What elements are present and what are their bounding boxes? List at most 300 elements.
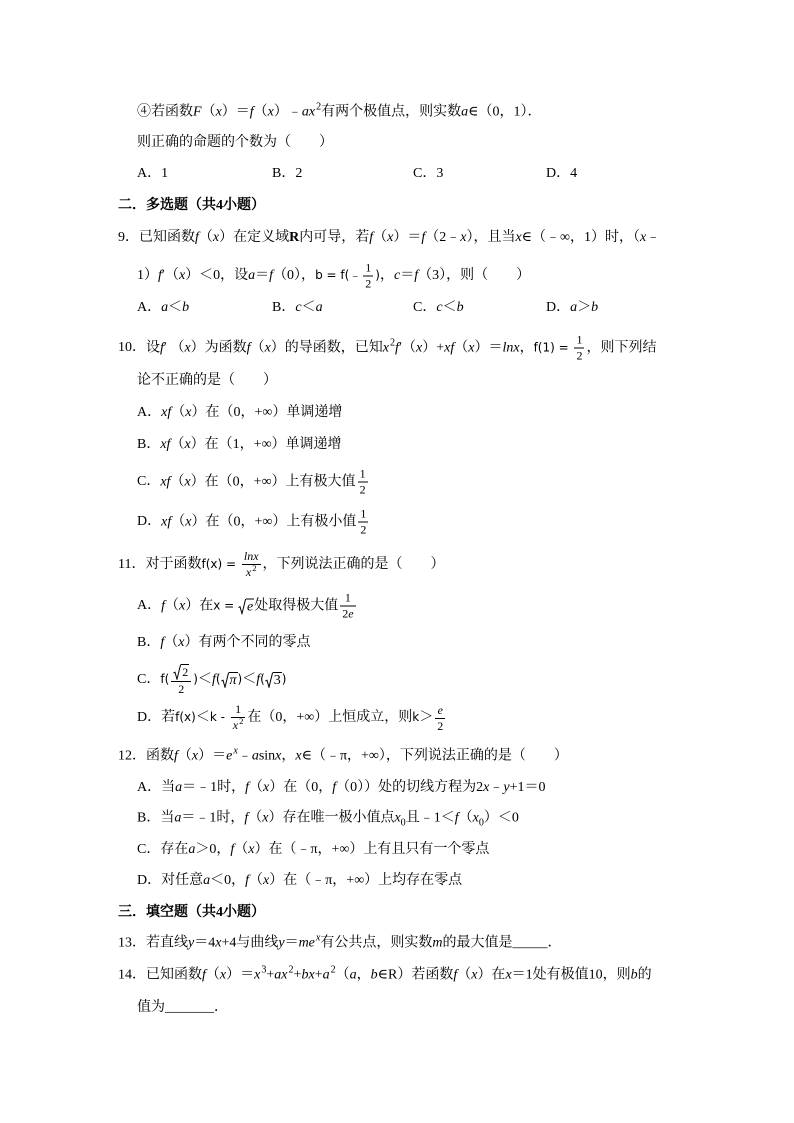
math-italic: f bbox=[421, 230, 426, 245]
text-run: 对任意 bbox=[161, 873, 204, 888]
math-italic: y bbox=[278, 935, 285, 951]
text-run: 已知函数 bbox=[139, 230, 195, 245]
text-run: 1 bbox=[576, 332, 583, 347]
text-run: ∈（﹣∞，1）时，（ bbox=[521, 230, 641, 245]
text-run: （ bbox=[248, 810, 263, 826]
text-run: 2 bbox=[342, 606, 349, 621]
text-run: ﹣ bbox=[489, 780, 504, 795]
math-italic: x bbox=[505, 967, 512, 983]
fraction bbox=[574, 334, 584, 363]
text-run: 若直线 bbox=[146, 935, 188, 951]
text-run: +1＝0 bbox=[509, 780, 546, 795]
superscript bbox=[289, 965, 294, 976]
text-run: ﹣ bbox=[237, 748, 252, 764]
fraction-denominator bbox=[242, 565, 261, 580]
math-upright: f(x) bbox=[175, 710, 196, 725]
text-run: ＜ bbox=[197, 672, 212, 688]
math-upright: f( bbox=[160, 672, 170, 687]
math-italic: x bbox=[267, 104, 274, 120]
math-italic: x bbox=[416, 340, 423, 356]
math-upright: ( bbox=[215, 672, 221, 687]
math-italic: x bbox=[215, 104, 222, 120]
text-run: 3 bbox=[273, 673, 281, 688]
text-run: 1） bbox=[137, 268, 158, 284]
text-run: （ bbox=[165, 598, 180, 614]
option-label: D． bbox=[546, 166, 571, 181]
text-run: ′（ bbox=[398, 340, 416, 356]
text-run: 内可导，若 bbox=[299, 230, 370, 245]
question-stem-text bbox=[146, 332, 657, 363]
option-content bbox=[161, 873, 462, 888]
text-run: （ bbox=[249, 873, 264, 888]
fraction-denominator bbox=[363, 277, 373, 291]
text-run: ＝﹣1时， bbox=[181, 810, 245, 826]
math-italic: x bbox=[184, 340, 191, 356]
text-run: ④若函数 bbox=[137, 104, 193, 120]
q11-option-a bbox=[137, 592, 358, 621]
q12-stem-line-1 bbox=[118, 745, 568, 767]
math-italic: a bbox=[322, 967, 330, 983]
option-label: A． bbox=[137, 780, 162, 795]
q10-option-a bbox=[137, 404, 342, 422]
subscript bbox=[401, 817, 406, 828]
math-italic: x bbox=[248, 842, 255, 857]
option-content bbox=[570, 300, 598, 315]
math-italic: xf bbox=[161, 514, 172, 530]
text-run: ＝1处有极值10，则 bbox=[511, 967, 631, 983]
text-run: （0）， bbox=[273, 268, 316, 284]
radicand bbox=[273, 672, 282, 688]
q13-stem-line-1 bbox=[118, 932, 562, 954]
text-run: ， bbox=[356, 967, 371, 983]
text-run: ）﹣ bbox=[273, 104, 302, 120]
math-italic: x bbox=[387, 230, 394, 245]
fraction-denominator bbox=[574, 349, 584, 363]
text-run: （ bbox=[170, 437, 185, 452]
math-italic: f bbox=[245, 873, 250, 888]
text-run: ）为函数 bbox=[190, 340, 247, 356]
text-run: 0 bbox=[400, 817, 406, 829]
q10-stem-line-2 bbox=[137, 372, 277, 390]
q9-stem-line-1 bbox=[118, 229, 660, 247]
option-content bbox=[160, 437, 341, 452]
text-run: （ bbox=[253, 104, 268, 120]
text-run: 1 bbox=[360, 506, 367, 521]
math-italic: f bbox=[202, 967, 206, 983]
math-italic: xf bbox=[160, 474, 171, 490]
q11-stem-line-1 bbox=[118, 550, 445, 580]
subscript bbox=[479, 817, 484, 828]
option-content bbox=[160, 810, 519, 829]
option-label: B． bbox=[137, 635, 161, 650]
text-run: 的 bbox=[637, 967, 652, 983]
text-run: 2 bbox=[239, 716, 244, 727]
text-run: ∈（﹣π，+∞），下列说法正确的是（ ） bbox=[301, 748, 568, 764]
superscript bbox=[316, 933, 320, 944]
math-italic: x bbox=[394, 810, 401, 826]
fraction bbox=[242, 550, 261, 580]
option-content bbox=[161, 300, 189, 315]
text-run: ＜ bbox=[301, 300, 316, 315]
superscript bbox=[316, 102, 321, 113]
option-label: D． bbox=[137, 873, 162, 888]
math-italic: m bbox=[432, 935, 443, 951]
fraction-denominator bbox=[358, 483, 368, 497]
fraction-denominator bbox=[171, 682, 191, 696]
math-italic: F bbox=[193, 104, 202, 120]
math-upright: ) bbox=[193, 672, 198, 687]
math-italic: a bbox=[248, 268, 256, 284]
fraction bbox=[340, 592, 355, 621]
text-run: 函数 bbox=[146, 748, 174, 764]
q12-option-a bbox=[137, 779, 545, 797]
math-italic: x bbox=[178, 635, 185, 650]
text-run: ＝ bbox=[400, 268, 415, 284]
math-italic: f bbox=[246, 340, 251, 356]
math-italic: x bbox=[483, 780, 490, 795]
text-run: ）在定义域 bbox=[219, 230, 290, 245]
fraction-numerator bbox=[435, 704, 445, 719]
q11-option-d bbox=[137, 703, 447, 733]
fraction-denominator bbox=[435, 719, 445, 733]
question-stem-text bbox=[146, 964, 652, 983]
math-italic: ax bbox=[301, 104, 316, 120]
option-content bbox=[160, 842, 489, 857]
text-run: + bbox=[293, 967, 302, 983]
math-italic: c bbox=[436, 300, 443, 315]
fraction bbox=[358, 508, 368, 537]
text-run: 对于函数 bbox=[145, 557, 202, 573]
math-italic: x bbox=[178, 268, 186, 284]
text-run: （ bbox=[234, 842, 249, 857]
option-label: B． bbox=[272, 166, 296, 181]
option-content bbox=[161, 702, 447, 733]
text-run: ）有两个不同的零点 bbox=[184, 635, 311, 650]
option-label: C． bbox=[137, 672, 161, 688]
text-run: （ bbox=[457, 967, 472, 983]
question-stem-text bbox=[145, 549, 445, 579]
text-run: 3 bbox=[436, 166, 444, 181]
q8-option-c bbox=[413, 165, 443, 183]
radical-glyph bbox=[221, 672, 229, 688]
math-italic: f bbox=[249, 104, 254, 120]
math-italic: x bbox=[472, 810, 479, 826]
option-label: C． bbox=[137, 474, 161, 490]
square-root bbox=[238, 598, 254, 614]
text-run: 值为_______． bbox=[137, 1000, 228, 1015]
option-content bbox=[436, 166, 443, 181]
superscript bbox=[261, 965, 266, 976]
math-italic: f bbox=[161, 598, 166, 614]
option-label: C． bbox=[137, 842, 161, 857]
math-italic: x bbox=[264, 340, 271, 356]
option-label: D． bbox=[546, 300, 571, 315]
text-run: （ bbox=[201, 104, 216, 120]
math-upright: k - bbox=[209, 710, 229, 725]
math-italic: a bbox=[203, 873, 211, 888]
math-italic: f bbox=[195, 230, 199, 245]
math-italic: x bbox=[295, 748, 302, 764]
text-run: （ bbox=[335, 967, 350, 983]
text-run: +4与曲线 bbox=[221, 935, 279, 951]
math-italic: c bbox=[295, 300, 302, 315]
math-italic: y bbox=[188, 935, 195, 951]
text-run: 1 bbox=[365, 260, 372, 275]
text-run: （ bbox=[164, 635, 179, 650]
math-upright: ) bbox=[375, 268, 380, 283]
math-italic: y bbox=[503, 780, 510, 795]
question-stem-text bbox=[146, 745, 568, 764]
math-upright: x = bbox=[213, 598, 239, 613]
radical-sign bbox=[238, 598, 246, 614]
text-run: 存在 bbox=[160, 842, 189, 857]
text-run: ，则下列结 bbox=[586, 340, 657, 356]
radical-glyph bbox=[265, 672, 273, 688]
square-root bbox=[265, 672, 282, 688]
text-run: 有两个极值点，则实数 bbox=[321, 104, 462, 120]
q12-option-b bbox=[137, 810, 519, 829]
option-label: B． bbox=[137, 810, 161, 826]
math-italic: b bbox=[182, 300, 190, 315]
option-label: A． bbox=[137, 598, 162, 614]
text-run: ＜0， bbox=[210, 873, 246, 888]
text-run: 处取得极大值 bbox=[254, 598, 339, 614]
math-italic: a bbox=[175, 780, 183, 795]
text-run: （ bbox=[454, 340, 469, 356]
question-stem-text bbox=[146, 932, 562, 951]
radical-sign bbox=[221, 672, 229, 688]
q8-option-a bbox=[137, 165, 168, 183]
superscript bbox=[252, 563, 256, 573]
q10-option-c bbox=[137, 468, 370, 497]
text-run: 则正确的命题的个数为（ ） bbox=[137, 135, 333, 150]
text-run: ）在（0，+∞）单调递增 bbox=[191, 405, 343, 420]
question-number: 9． bbox=[118, 230, 139, 245]
math-italic: x bbox=[232, 718, 239, 732]
q12-option-d bbox=[137, 872, 462, 890]
superscript bbox=[239, 716, 243, 726]
option-content bbox=[161, 590, 357, 621]
fraction-numerator bbox=[363, 262, 373, 277]
text-run: ）＝ bbox=[393, 230, 422, 245]
text-run: （ bbox=[250, 340, 265, 356]
math-italic: x bbox=[275, 748, 282, 764]
text-run: 0 bbox=[478, 817, 484, 829]
text-run: ）+ bbox=[422, 340, 445, 356]
text-run: 当 bbox=[161, 780, 176, 795]
math-italic: bx bbox=[301, 967, 315, 983]
fraction-denominator bbox=[231, 718, 246, 733]
text-run: ＝﹣1时， bbox=[182, 780, 246, 795]
math-italic: x bbox=[263, 873, 270, 888]
math-upright: b = f(﹣ bbox=[315, 268, 362, 283]
square-root bbox=[221, 672, 238, 688]
math-upright: k bbox=[412, 710, 420, 725]
text-run: ）存在唯一极小值点 bbox=[268, 810, 395, 826]
math-italic: f bbox=[256, 672, 261, 688]
math-italic: b bbox=[591, 300, 599, 315]
text-run: 1 bbox=[235, 702, 242, 716]
text-run: （ bbox=[249, 780, 264, 795]
option-content bbox=[161, 405, 342, 420]
math-italic: a bbox=[161, 300, 169, 315]
text-run: 2 bbox=[288, 964, 294, 976]
option-content bbox=[160, 466, 369, 497]
text-run: ＜ bbox=[195, 710, 210, 726]
text-run: 论不正确的是（ ） bbox=[137, 373, 277, 388]
text-run: 且﹣1＜ bbox=[405, 810, 455, 826]
text-run: ， bbox=[281, 748, 296, 764]
math-italic: x bbox=[460, 230, 467, 245]
math-italic: x bbox=[185, 405, 192, 420]
option-label: A． bbox=[137, 300, 162, 315]
text-run: 的最大值是_____． bbox=[442, 935, 562, 951]
text-run: ）在（1，+∞）单调递增 bbox=[190, 437, 342, 452]
option-content bbox=[161, 506, 370, 537]
text-run: ）＝ bbox=[226, 967, 255, 983]
option-label: A． bbox=[137, 166, 162, 181]
math-italic: e bbox=[226, 748, 233, 764]
radicand bbox=[229, 672, 238, 688]
superscript bbox=[233, 746, 237, 757]
math-italic: f bbox=[414, 268, 419, 284]
text-run: ）＝ bbox=[474, 340, 503, 356]
q9-stem-line-2 bbox=[137, 262, 530, 291]
text-run: ）在（﹣π，+∞）上有且只有一个零点 bbox=[254, 842, 490, 857]
section-3-heading: 三．填空题（共4小题） bbox=[118, 905, 265, 920]
math-italic: e bbox=[348, 606, 354, 621]
math-italic: f bbox=[174, 748, 178, 764]
question-number: 14． bbox=[118, 967, 146, 983]
text-run: 2 bbox=[316, 101, 322, 113]
q14-stem-line-1 bbox=[118, 964, 652, 986]
text-run: ，下列说法正确的是（ ） bbox=[262, 557, 445, 573]
fraction bbox=[231, 703, 246, 733]
math-italic: x bbox=[245, 565, 252, 579]
q11-option-c bbox=[137, 664, 286, 696]
text-run: 已知函数 bbox=[146, 967, 202, 983]
radical-glyph bbox=[238, 598, 246, 614]
math-upright: ) bbox=[281, 672, 287, 687]
math-italic: f bbox=[332, 780, 337, 795]
math-italic: x bbox=[640, 230, 647, 245]
radical-glyph bbox=[173, 664, 181, 680]
text-run: （ bbox=[170, 474, 185, 490]
q9-option-d bbox=[546, 299, 598, 317]
superscript bbox=[331, 965, 336, 976]
math-bold: R bbox=[289, 230, 300, 245]
q12-option-c bbox=[137, 841, 489, 859]
math-italic: x bbox=[263, 780, 270, 795]
option-label: C． bbox=[413, 300, 437, 315]
option-label: B． bbox=[272, 300, 296, 315]
math-italic: x bbox=[191, 748, 199, 764]
math-italic: f bbox=[453, 967, 458, 983]
section-2-heading: 二．多选题（共4小题） bbox=[118, 198, 265, 213]
fraction-denominator bbox=[340, 607, 355, 621]
text-run: ）在（0，+∞）上有极小值 bbox=[191, 514, 357, 530]
q11-option-b bbox=[137, 634, 310, 652]
option-content bbox=[570, 166, 577, 181]
text-run: （3），则（ ） bbox=[418, 268, 531, 284]
text-run: 有公共点，则实数 bbox=[320, 935, 433, 951]
option-content bbox=[436, 300, 463, 315]
math-upright: ( bbox=[260, 672, 265, 687]
math-italic: f bbox=[454, 810, 459, 826]
text-run: sin bbox=[258, 748, 276, 764]
text-run: （ bbox=[171, 514, 186, 530]
math-italic: f bbox=[158, 268, 162, 284]
text-run: ）在（0， bbox=[269, 780, 333, 795]
math-italic: b bbox=[456, 300, 464, 315]
text-run: ）在 bbox=[185, 598, 214, 614]
text-run: 设 bbox=[146, 340, 160, 356]
q8-stem bbox=[137, 134, 333, 152]
text-run: 1 bbox=[359, 466, 366, 481]
text-run: 2 bbox=[295, 166, 303, 181]
text-run: ， bbox=[379, 268, 394, 284]
fraction bbox=[171, 664, 191, 696]
math-italic: a bbox=[188, 842, 196, 857]
text-run: ′（ bbox=[161, 268, 179, 284]
text-run: ）在（﹣π，+∞）上均存在零点 bbox=[269, 873, 463, 888]
fraction-numerator bbox=[340, 592, 355, 607]
math-italic: f bbox=[211, 672, 216, 688]
math-italic: f bbox=[269, 268, 274, 284]
math-italic: a bbox=[570, 300, 578, 315]
text-run: （ bbox=[198, 230, 213, 245]
math-italic: x bbox=[233, 745, 238, 757]
option-label: C． bbox=[413, 166, 437, 181]
math-italic: a bbox=[174, 810, 182, 826]
text-run: （0））处的切线方程为2 bbox=[336, 780, 484, 795]
text-run: ＜ bbox=[442, 300, 457, 315]
option-label: D． bbox=[137, 710, 162, 726]
text-run: （ bbox=[205, 967, 220, 983]
math-italic: a bbox=[315, 300, 323, 315]
radical-sign bbox=[265, 672, 273, 688]
text-run: 4 bbox=[570, 166, 578, 181]
text-run: ），且当 bbox=[466, 230, 516, 245]
math-italic: xf bbox=[160, 437, 171, 452]
text-run: 2 bbox=[360, 522, 367, 537]
math-italic: b bbox=[370, 967, 378, 983]
math-italic: x bbox=[179, 598, 186, 614]
math-italic: x bbox=[254, 967, 261, 983]
math-italic: x bbox=[219, 967, 227, 983]
option-label: D． bbox=[137, 514, 162, 530]
text-run: ）＝ bbox=[198, 748, 227, 764]
math-upright: f(1) = bbox=[533, 340, 573, 355]
math-italic: e bbox=[437, 702, 443, 717]
text-run: 1 bbox=[161, 166, 169, 181]
option-content bbox=[161, 166, 168, 181]
math-italic: x bbox=[215, 935, 222, 951]
radical-sign bbox=[173, 664, 181, 680]
math-italic: f bbox=[244, 810, 249, 826]
math-italic: x bbox=[315, 932, 321, 944]
text-run: ∈R）若函数 bbox=[377, 967, 454, 983]
math-italic: x bbox=[515, 230, 522, 245]
option-label: A． bbox=[137, 405, 162, 420]
math-italic: f bbox=[395, 340, 399, 356]
math-italic: x bbox=[471, 967, 478, 983]
fraction-numerator bbox=[358, 508, 368, 523]
text-run: ＞ bbox=[577, 300, 592, 315]
text-run: （ bbox=[373, 230, 388, 245]
text-run: （ bbox=[171, 405, 186, 420]
math-italic: e bbox=[247, 599, 254, 614]
